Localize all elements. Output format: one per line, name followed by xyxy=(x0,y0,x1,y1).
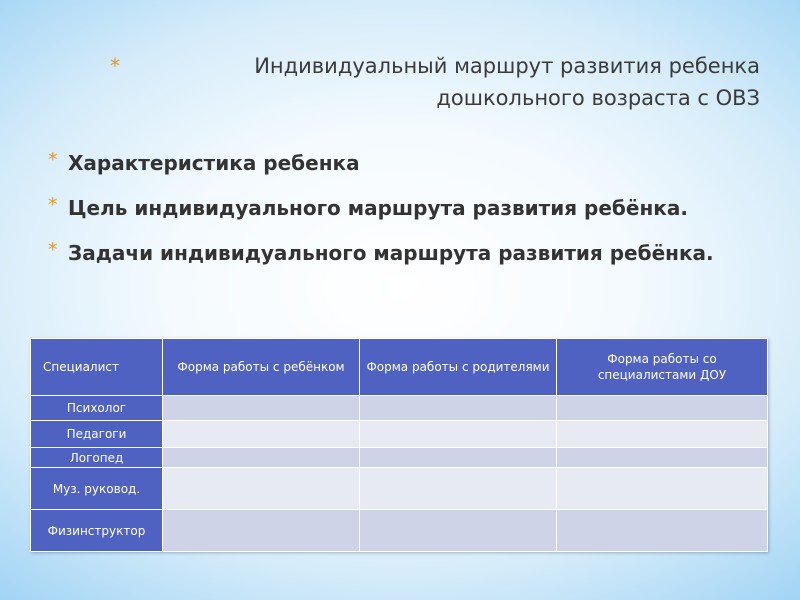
bullet-list xyxy=(48,148,728,338)
title-line-1: Индивидуальный маршрут развития ребенка xyxy=(254,54,760,78)
table-cell[interactable] xyxy=(360,421,557,448)
table-cell[interactable] xyxy=(360,510,557,552)
row-label-music-director: Муз. руковод. xyxy=(31,468,163,510)
table-cell[interactable] xyxy=(163,510,360,552)
table-cell[interactable] xyxy=(557,468,768,510)
table-cell[interactable] xyxy=(557,396,768,421)
table-row xyxy=(31,396,768,421)
header-work-with-parents: Форма работы с родителями xyxy=(360,339,557,396)
table-header-row xyxy=(31,339,768,396)
route-table xyxy=(30,338,768,552)
bullet-star-icon: * xyxy=(48,194,58,216)
bullet-text: Характеристика ребенка xyxy=(68,151,360,175)
row-label-psychologist: Психолог xyxy=(31,396,163,421)
row-label-teachers: Педагоги xyxy=(31,421,163,448)
table-cell[interactable] xyxy=(163,468,360,510)
slide-title xyxy=(110,50,760,114)
bullet-item xyxy=(48,148,728,179)
table-cell[interactable] xyxy=(360,396,557,421)
bullet-star-icon: * xyxy=(110,54,120,78)
table-cell[interactable] xyxy=(360,468,557,510)
table-cell[interactable] xyxy=(557,448,768,468)
bullet-star-icon: * xyxy=(48,239,58,261)
table-row xyxy=(31,510,768,552)
bullet-text: Задачи индивидуального маршрута развития ребёнка. xyxy=(68,241,714,265)
table-cell[interactable] xyxy=(163,448,360,468)
table-cell[interactable] xyxy=(557,510,768,552)
table-cell[interactable] xyxy=(360,448,557,468)
bullet-text: Цель индивидуального маршрута развития ребёнка. xyxy=(68,196,688,220)
table-cell[interactable] xyxy=(163,396,360,421)
bullet-star-icon: * xyxy=(48,149,58,171)
header-work-with-child: Форма работы с ребёнком xyxy=(163,339,360,396)
title-line-2: дошкольного возраста с ОВЗ xyxy=(436,86,760,110)
row-label-physical-instructor: Физинструктор xyxy=(31,510,163,552)
bullet-item xyxy=(48,193,728,224)
bullet-item xyxy=(48,238,728,269)
table-cell[interactable] xyxy=(557,421,768,448)
header-specialist: Специалист xyxy=(31,339,163,396)
header-work-with-specialists: Форма работы со специалистами ДОУ xyxy=(557,339,768,396)
table-row xyxy=(31,468,768,510)
table-cell[interactable] xyxy=(163,421,360,448)
table-row xyxy=(31,448,768,468)
row-label-speech-therapist: Логопед xyxy=(31,448,163,468)
table-row xyxy=(31,421,768,448)
